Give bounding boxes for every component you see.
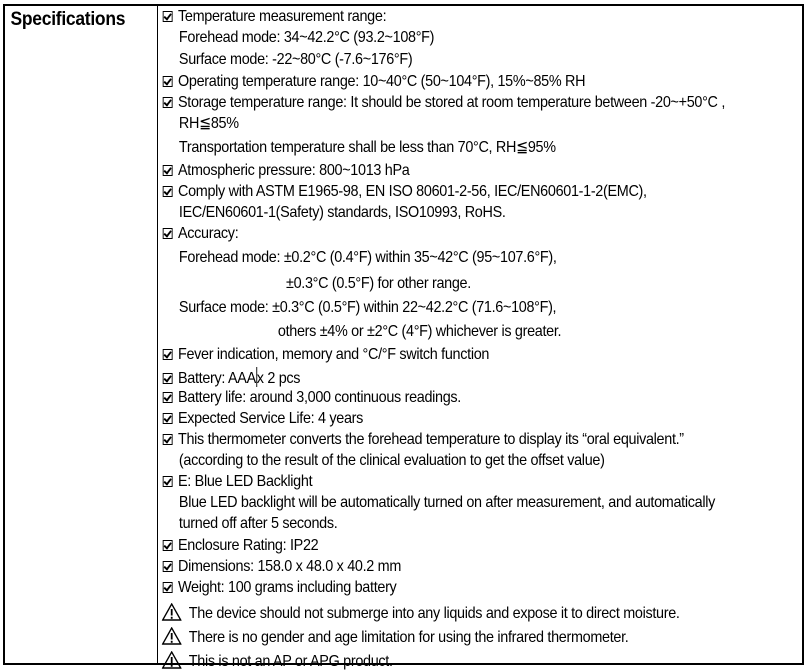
spec-text: There is no gender and age limitation for using the infrared thermometer.: [188, 629, 629, 646]
spec-detail: [160, 451, 605, 471]
specifications-table: [3, 4, 804, 670]
spec-item: [160, 472, 312, 492]
spec-item: [160, 182, 647, 202]
spec-text: Comply with ASTM E1965-98, EN ISO 80601-2-56, IEC/EN60601-1-2(EMC),: [178, 183, 647, 200]
spec-text: Enclosure Rating: IP22: [178, 537, 319, 554]
spec-text: Forehead mode: ±0.2°C (0.4°F) within 35~42°C (95~107.6°F),: [178, 249, 557, 266]
spec-text: Forehead mode: 34~42.2°C (93.2~108°F): [178, 29, 435, 46]
checkbox-icon: [163, 349, 173, 360]
spec-text: Transportation temperature shall be less than 70°C, RH≦95%: [178, 139, 556, 156]
spec-item: [160, 161, 409, 181]
checkbox-icon: [163, 97, 173, 108]
checkbox-icon: [163, 228, 173, 239]
spec-item: [160, 93, 725, 113]
spec-item: [160, 345, 489, 365]
checkbox-icon: [163, 392, 173, 403]
spec-text: Operating temperature range: 10~40°C (50~104°F), 15%~85% RH: [178, 73, 586, 90]
checkbox-icon: [163, 434, 173, 445]
spec-detail: [160, 298, 556, 318]
spec-detail: [160, 514, 337, 534]
warning-row: [160, 603, 680, 624]
spec-text: This thermometer converts the forehead temperature to display its “oral equivalent.”: [178, 431, 684, 448]
checkbox-icon: [163, 186, 173, 197]
spec-text: Surface mode: ±0.3°C (0.5°F) within 22~42.2°C (71.6~108°F),: [178, 299, 557, 316]
checkbox-icon: [163, 76, 173, 87]
spec-text: turned off after 5 seconds.: [178, 515, 338, 532]
spec-detail: [160, 248, 557, 268]
spec-text: The device should not submerge into any liquids and expose it to direct moisture.: [188, 605, 680, 622]
spec-text: RH≦85%: [178, 115, 239, 132]
spec-detail: [160, 114, 239, 134]
spec-item: [160, 430, 684, 450]
spec-text: (according to the result of the clinical evaluation to get the offset value): [178, 452, 605, 469]
spec-detail: [160, 493, 715, 513]
spec-item: [160, 367, 300, 389]
warning-icon: [162, 603, 182, 621]
spec-text: Temperature measurement range:: [178, 8, 387, 25]
spec-text: Dimensions: 158.0 x 48.0 x 40.2 mm: [178, 558, 402, 575]
warning-row: [160, 627, 628, 648]
checkbox-icon: [163, 561, 173, 572]
checkbox-icon: [163, 540, 173, 551]
checkbox-icon: [163, 373, 173, 384]
spec-item: [160, 224, 238, 244]
spec-text: This is not an AP or APG product.: [188, 653, 393, 670]
checkbox-icon: [163, 476, 173, 487]
header-cell: [5, 6, 158, 663]
spec-detail: [160, 50, 412, 70]
spec-text: Weight: 100 grams including battery: [178, 579, 397, 596]
spec-text: Blue LED backlight will be automatically turned on after measurement, and automatically: [178, 494, 715, 511]
spec-text: Storage temperature range: It should be stored at room temperature between -20~+50°C ,: [178, 94, 726, 111]
spec-item: [160, 72, 585, 92]
spec-text: Accuracy:: [178, 225, 239, 242]
spec-text: IEC/EN60601-1(Safety) standards, ISO10993, RoHS.: [178, 204, 506, 221]
checkbox-icon: [163, 11, 173, 22]
spec-item: [160, 388, 461, 408]
checkbox-icon: [163, 165, 173, 176]
spec-item: [160, 7, 386, 27]
spec-item: [160, 578, 396, 598]
spec-text: Battery: AAA: [178, 370, 256, 387]
spec-text: Battery life: around 3,000 continuous readings.: [178, 389, 461, 406]
spec-text-suffix: x 2 pcs: [256, 370, 301, 387]
spec-item: [160, 409, 363, 429]
warning-icon: [162, 627, 182, 645]
spec-text: ±0.3°C (0.5°F) for other range.: [286, 275, 471, 292]
checkbox-icon: [163, 413, 173, 424]
spec-detail: [160, 322, 561, 342]
spec-list: [160, 6, 802, 670]
spec-text: E: Blue LED Backlight: [178, 473, 313, 490]
spec-item: [160, 557, 401, 577]
checkbox-icon: [163, 582, 173, 593]
spec-text: Surface mode: -22~80°C (-7.6~176°F): [178, 51, 413, 68]
spec-detail: [160, 138, 556, 158]
spec-detail: [160, 203, 506, 223]
spec-text: Fever indication, memory and °C/°F switch function: [178, 346, 490, 363]
spec-detail: [160, 274, 471, 294]
spec-text: others ±4% or ±2°C (4°F) whichever is greater.: [277, 323, 562, 340]
spec-detail: [160, 28, 434, 48]
spec-text: Expected Service Life: 4 years: [178, 410, 364, 427]
spec-item: [160, 536, 318, 556]
spec-text: Atmospheric pressure: 800~1013 hPa: [178, 162, 410, 179]
warning-icon: [162, 651, 182, 669]
header-label: Specifications: [10, 9, 126, 30]
warning-row: [160, 651, 393, 672]
